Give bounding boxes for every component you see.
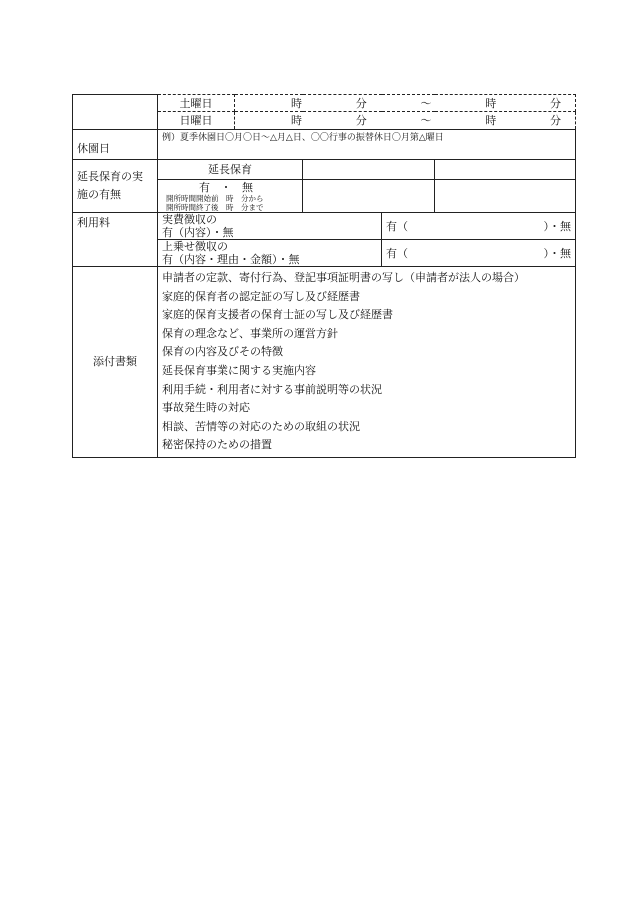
attachment-item: 秘密保持のための措置 <box>162 438 272 452</box>
sunday-time-cell <box>235 112 576 130</box>
attachment-item: 事故発生時の対応 <box>162 401 250 415</box>
fees-extra-cell <box>158 240 382 267</box>
fees-actual-row <box>73 213 576 240</box>
extended-care-no: 無 <box>242 180 253 194</box>
extended-care-before: 開所時間開始前 時 分から <box>166 193 264 203</box>
fees-label: 利用料 <box>73 213 158 267</box>
sunday-minute-unit: 分 <box>355 114 367 127</box>
sunday-hour-unit-2: 時 <box>485 114 497 127</box>
saturday-hour-unit: 時 <box>291 96 302 110</box>
extended-care-blank-4 <box>435 180 576 213</box>
attachment-item: 申請者の定款、寄付行為、登記事項証明書の写し（申請者が法人の場合） <box>162 271 525 284</box>
saturday-minute-unit: 分 <box>355 96 367 110</box>
attachments-label: 添付書類 <box>73 267 158 458</box>
saturday-hour-unit-2: 時 <box>485 96 497 110</box>
fees-actual-cell <box>158 213 382 240</box>
extended-care-yes: 有 <box>199 180 210 194</box>
sunday-label: 日曜日 <box>158 112 235 130</box>
sunday-minute-unit-2: 分 <box>550 114 561 127</box>
saturday-minute-unit-2: 分 <box>550 96 561 110</box>
saturday-label: 土曜日 <box>158 95 235 112</box>
extended-care-header: 延長保育 <box>158 160 303 180</box>
fees-extra-line1: 上乗せ徴収の <box>162 240 228 253</box>
closed-days-label: 休園日 <box>73 130 158 160</box>
closed-days-example: 例）夏季休園日〇月〇日〜△月△日、〇〇行事の振替休日〇月第△曜日 <box>162 133 444 143</box>
saturday-row <box>73 95 576 112</box>
extended-care-blank-3 <box>303 180 435 213</box>
attachment-item: 利用手続・利用者に対する事前説明等の状況 <box>162 382 382 396</box>
fees-extra-end: ）・無 <box>543 246 571 260</box>
attachment-item: 延長保育事業に関する実施内容 <box>162 363 316 377</box>
extended-care-blank-2 <box>435 160 576 180</box>
fees-actual-end: ）・無 <box>543 219 571 233</box>
extended-care-after: 開所時間終了後 時 分まで <box>166 202 264 212</box>
extended-care-label <box>73 160 158 213</box>
attachment-item: 相談、苦情等の対応のための取組の状況 <box>162 419 360 433</box>
attachments-list <box>158 267 576 458</box>
fees-actual-line1: 実費徴収の <box>162 213 217 226</box>
closed-days-row <box>73 130 576 160</box>
attachments-row <box>73 267 576 458</box>
fees-actual-yes: 有（ <box>386 219 408 233</box>
extended-care-label-line2: 施の有無 <box>77 188 121 201</box>
fees-actual-right <box>382 213 576 240</box>
saturday-tilde: 〜 <box>420 96 432 110</box>
saturday-time-cell <box>235 95 576 112</box>
hours-label-cell <box>73 95 158 130</box>
sunday-tilde: 〜 <box>420 114 432 127</box>
extended-care-row-1 <box>73 160 576 180</box>
extended-care-dot: ・ <box>220 180 232 194</box>
attachment-item: 保育の内容及びその特徴 <box>162 345 283 359</box>
fees-actual-line2: 有（内容）・無 <box>162 226 234 239</box>
sunday-hour-unit: 時 <box>291 114 302 127</box>
fees-extra-yes: 有（ <box>386 246 408 260</box>
closed-days-cell <box>158 130 576 160</box>
attachment-item: 家庭的保育者の認定証の写し及び経歴書 <box>162 289 360 303</box>
application-form-table <box>72 94 576 458</box>
attachment-item: 保育の理念など、事業所の運営方針 <box>162 326 338 340</box>
extended-care-blank-1 <box>303 160 435 180</box>
extended-care-options-cell <box>158 180 303 213</box>
fees-extra-right <box>382 240 576 267</box>
fees-extra-line2: 有（内容・理由・金額）・無 <box>162 253 300 266</box>
extended-care-label-line1: 延長保育の実 <box>77 170 143 183</box>
attachment-item: 家庭的保育支援者の保育士証の写し及び経歴書 <box>162 308 393 322</box>
